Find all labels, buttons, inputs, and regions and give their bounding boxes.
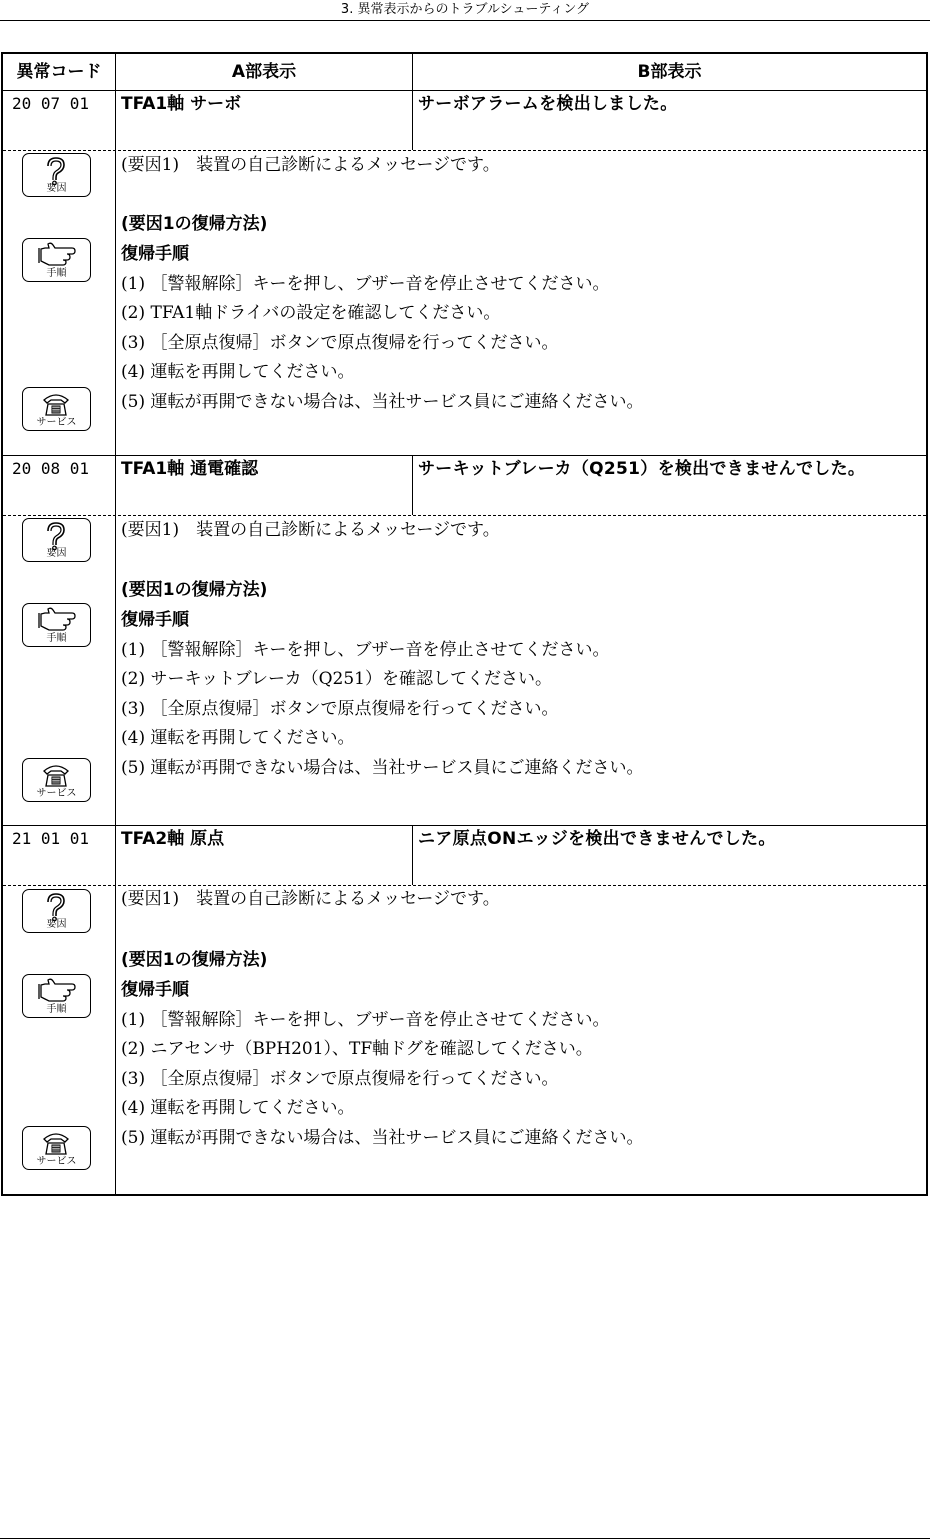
column-header-b-display: B部表示 (412, 54, 926, 90)
procedure-step: (5) 運転が再開できない場合は、当社サービス員にご連絡ください。 (121, 1128, 644, 1148)
service-icon-label: サービス (36, 1156, 77, 1167)
entry-summary-row (3, 91, 926, 151)
recovery-heading: (要因1の復帰方法) (121, 580, 268, 600)
recovery-heading: (要因1の復帰方法) (121, 214, 268, 234)
procedure-step: (4) 運転を再開してください。 (121, 1098, 355, 1118)
b-display-text: ニア原点ONエッジを検出できませんでした。 (412, 826, 926, 885)
column-header-a-display: A部表示 (115, 54, 412, 90)
error-code: 21 01 01 (12, 829, 90, 848)
service-icon-label: サービス (36, 788, 77, 799)
column-divider (115, 516, 116, 826)
pointing-hand-icon (22, 238, 91, 282)
procedure-step: (3) ［全原点復帰］ボタンで原点復帰を行ってください。 (121, 333, 559, 353)
cause-icon (22, 518, 91, 562)
cause-icon-label: 要因 (46, 919, 67, 930)
column-divider (115, 151, 116, 456)
telephone-icon (22, 758, 91, 802)
pointing-hand-icon (22, 603, 91, 647)
error-entry (3, 826, 926, 1196)
procedure-step: (2) ニアセンサ（BPH201）、TF軸ドグを確認してください。 (121, 1039, 593, 1059)
cause-icon (22, 889, 91, 933)
entry-summary-row (3, 456, 926, 516)
procedure-step: (4) 運転を再開してください。 (121, 728, 355, 748)
error-code: 20 07 01 (12, 94, 90, 113)
procedure-icon-label: 手順 (46, 1004, 67, 1015)
procedure-step: (2) サーキットブレーカ（Q251）を確認してください。 (121, 669, 552, 689)
cause-text: (要因1) 装置の自己診断によるメッセージです。 (121, 520, 500, 540)
procedure-step: (1) ［警報解除］キーを押し、ブザー音を停止させてください。 (121, 1010, 610, 1030)
entry-detail (3, 886, 926, 1194)
telephone-icon (22, 1126, 91, 1170)
procedure-step: (4) 運転を再開してください。 (121, 362, 355, 382)
cause-text: (要因1) 装置の自己診断によるメッセージです。 (121, 889, 500, 909)
table-header (3, 54, 926, 91)
error-entry (3, 91, 926, 456)
procedure-heading: 復帰手順 (121, 244, 189, 264)
page-header (0, 0, 930, 21)
procedure-icon-label: 手順 (46, 268, 67, 279)
error-code: 20 08 01 (12, 459, 90, 478)
procedure-step: (3) ［全原点復帰］ボタンで原点復帰を行ってください。 (121, 699, 559, 719)
b-display-text: サーボアラームを検出しました。 (412, 91, 926, 150)
procedure-step: (5) 運転が再開できない場合は、当社サービス員にご連絡ください。 (121, 758, 644, 778)
a-display-text: TFA1軸 通電確認 (115, 456, 412, 515)
procedure-step: (3) ［全原点復帰］ボタンで原点復帰を行ってください。 (121, 1069, 559, 1089)
procedure-step: (1) ［警報解除］キーを押し、ブザー音を停止させてください。 (121, 640, 610, 660)
column-header-error-code: 異常コード (16, 62, 102, 82)
cause-icon-label: 要因 (46, 183, 67, 194)
cause-icon (22, 153, 91, 197)
telephone-icon (22, 387, 91, 431)
cause-icon-label: 要因 (46, 548, 67, 559)
pointing-hand-icon (22, 974, 91, 1018)
entry-detail (3, 151, 926, 456)
procedure-step: (1) ［警報解除］キーを押し、ブザー音を停止させてください。 (121, 274, 610, 294)
page-title: 3. 異常表示からのトラブルシューティング (340, 2, 590, 17)
procedure-heading: 復帰手順 (121, 980, 189, 1000)
recovery-heading: (要因1の復帰方法) (121, 950, 268, 970)
a-display-text: TFA2軸 原点 (115, 826, 412, 885)
procedure-heading: 復帰手順 (121, 610, 189, 630)
entry-detail (3, 516, 926, 826)
procedure-icon-label: 手順 (46, 633, 67, 644)
error-entry (3, 456, 926, 826)
entry-summary-row (3, 826, 926, 886)
procedure-step: (2) TFA1軸ドライバの設定を確認してください。 (121, 303, 501, 323)
service-icon-label: サービス (36, 417, 77, 428)
footer-rule (0, 1538, 930, 1539)
error-code-table (1, 52, 928, 1196)
b-display-text: サーキットブレーカ（Q251）を検出できませんでした。 (412, 456, 926, 515)
cause-text: (要因1) 装置の自己診断によるメッセージです。 (121, 155, 500, 175)
a-display-text: TFA1軸 サーボ (115, 91, 412, 150)
procedure-step: (5) 運転が再開できない場合は、当社サービス員にご連絡ください。 (121, 392, 644, 412)
column-divider (115, 886, 116, 1194)
